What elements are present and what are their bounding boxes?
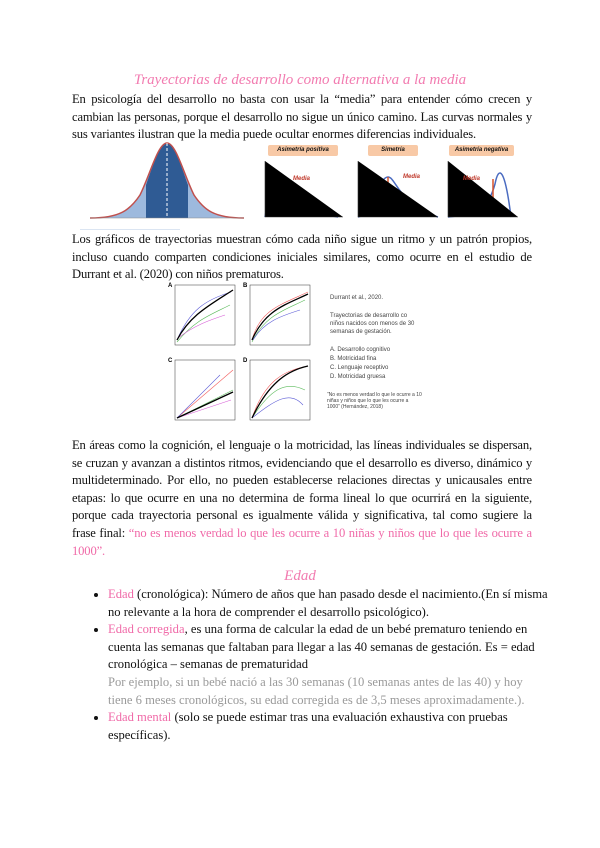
trajectory-plots: [165, 280, 315, 430]
paragraph-dispersion: [72, 437, 532, 560]
label-negative-skew: Asimetría negativa: [449, 145, 514, 156]
media-label: Media: [463, 176, 481, 182]
label-positive-skew: Asimetría positiva: [268, 145, 338, 156]
page-title: Trayectorias de desarrollo como alternativa a la media: [133, 72, 467, 88]
figure-item-a: A. Desarrollo cognitivo: [330, 347, 391, 353]
age-types-list: [90, 586, 548, 744]
panel-label: D: [243, 358, 248, 364]
figure-item-d: D. Motricidad gruesa: [330, 374, 386, 380]
trajectory-figure: [165, 280, 420, 430]
panel-label: A: [168, 283, 173, 289]
normal-curve-figure: [80, 140, 255, 230]
definition: (solo se puede estimar tras una evaluación exhaustiva con pruebas específicas).: [108, 710, 508, 742]
skewness-figure: [263, 145, 523, 225]
media-label: Media: [403, 174, 421, 180]
term: Edad: [108, 587, 134, 601]
list-item: [108, 621, 548, 709]
label-symmetry: Simetría: [368, 145, 418, 156]
example-note: Por ejemplo, si un bebé nació a las 30 semanas (10 semanas antes de las 40) y hoy tiene 6 meses cronológicos, su edad corregida es de 3,5 meses aproximadamente.).: [108, 674, 525, 707]
paragraph-intro: En psicología del desarrollo no basta con usar la “media” para entender cómo crecen y cambian las personas, porque el desarrollo no sigue un único camino. Las curvas normales y sus variantes ilustran que la media puede ocultar enormes diferencias individuales.: [72, 92, 532, 142]
figure-item-c: C. Lenguaje receptivo: [330, 365, 389, 371]
definition: (cronológica): Número de años que han pasado desde el nacimiento.(En sí misma no relevante a la hora de comprender el desarrollo psicológico).: [108, 587, 548, 619]
highlighted-quote: “no es menos verdad lo que les ocurre a 10 niñas y niños que lo que les ocurre a 1000”.: [72, 525, 532, 558]
list-item: [108, 709, 548, 744]
term: Edad mental: [108, 710, 172, 725]
figure-item-b: B. Motricidad fina: [330, 356, 377, 362]
term: Edad corregida: [108, 622, 185, 637]
figure-description: Trayectorias de desarrollo co niños nacidos con menos de 30 semanas de gestación.: [330, 313, 415, 335]
figure-quote: “No es menos verdad lo que le ocurre a 10 niñas y niños que lo que les ocurre a 1000” (Hernández, 2018): [327, 392, 422, 410]
definition: , es una forma de calcular la edad de un bebé prematuro teniendo en cuenta las semanas que faltaban para llegar a las 40 semanas de gestación. Es = edad cronológica – semanas de prematuridad: [108, 622, 535, 672]
paragraph-text: En áreas como la cognición, el lenguaje o la motricidad, las líneas individuales se dispersan, se cruzan y avanzan a distintos ritmos, evidenciando que el desarrollo es diverso, dinámico y multideterminado. Por ello, no pueden establecerse relaciones directas y unicausales entre etapas: lo que ocurre en una no determina de forma lineal lo que ocurrirá en la siguiente, porque cada trayectoria personal es igualmente válida y significativa, tal como sugiere la frase final:: [72, 438, 532, 540]
panel-label: B: [243, 283, 248, 289]
section-heading-edad: Edad: [284, 568, 316, 584]
media-label: Media: [293, 176, 311, 182]
panel-label: C: [168, 358, 173, 364]
paragraph-trajectories: Los gráficos de trayectorias muestran cómo cada niño sigue un ritmo y un patrón propios, incluso cuando comparten condiciones iniciales similares, como ocurre en el estudio de Durrant et al. (2020) con niños prematuros.: [72, 232, 532, 282]
figure-source: Durrant et al., 2020.: [330, 295, 384, 301]
list-item: [108, 586, 548, 621]
